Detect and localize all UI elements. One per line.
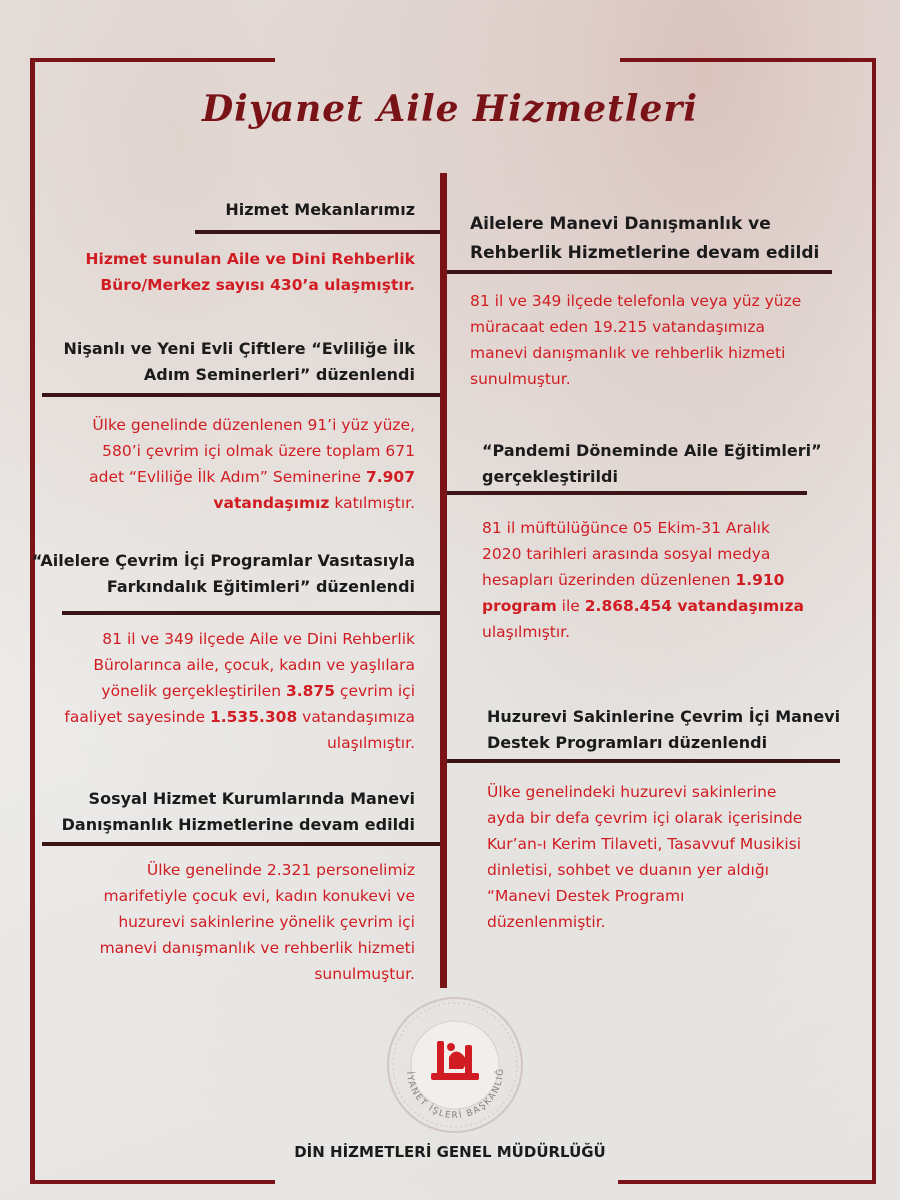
diyanet-logo (385, 995, 525, 1135)
left-section-2-heading: Nişanlı ve Yeni Evli Çiftlere “Evliliğe İlk Adım Seminerleri” düzenlendi (63, 339, 415, 384)
left-divider-4 (42, 842, 440, 846)
frame-right (872, 58, 876, 1183)
right-section-1-body: 81 il ve 349 ilçede telefonla veya yüz yüze müracaat eden 19.215 vatandaşımıza manevi danışmanlık ve rehberlik hizmeti sunulmuştur. (470, 292, 802, 388)
timeline-spine (440, 173, 447, 988)
left-section-4-body: Ülke genelinde 2.321 personelimiz marifetiyle çocuk evi, kadın konukevi ve huzurevi sakinlerine yönelik çevrim içi manevi danışmanlık ve rehberlik hizmeti sunulmuştur. (99, 861, 415, 983)
frame-left (30, 58, 35, 1183)
page-title: Diyanet Aile Hizmetleri (201, 88, 699, 130)
right-divider-1 (447, 270, 832, 274)
right-section-3-body: Ülke genelindeki huzurevi sakinlerine ayda bir defa çevrim içi olarak içerisinde Kur’an-ı Kerim Tilaveti, Tasavvuf Musikisi dinletisi, sohbet ve duanın yer aldığı “Manevi Destek Programı düzenlenmiştir. (487, 783, 803, 931)
right-divider-3 (447, 759, 840, 763)
frame-top (30, 58, 275, 62)
right-section-3-heading: Huzurevi Sakinlerine Çevrim İçi Manevi Destek Programları düzenlendi (487, 707, 841, 752)
frame-bottom-right (618, 1180, 876, 1184)
right-section-2-body: 81 il müftülüğünce 05 Ekim-31 Aralık 2020 tarihleri arasında sosyal medya hesapları üzerinden düzenlenen 1.910 program ile 2.868.454 vatandaşımıza ulaşılmıştır. (482, 519, 804, 641)
left-section-4-heading: Sosyal Hizmet Kurumlarında Manevi Danışmanlık Hizmetlerine devam edildi (61, 789, 415, 834)
right-section-2-heading: “Pandemi Döneminde Aile Eğitimleri” gerçekleştirildi (482, 441, 822, 486)
left-section-2-body: Ülke genelinde düzenlenen 91’i yüz yüze, 580’i çevrim içi olmak üzere toplam 671 adet “Evliliğe İlk Adım” Seminerine 7.907 vatandaşımız katılmıştır. (89, 416, 415, 512)
left-section-3-body: 81 il ve 349 ilçede Aile ve Dini Rehberlik Bürolarınca aile, çocuk, kadın ve yaşlılara yönelik gerçekleştirilen 3.875 çevrim içi faaliyet sayesinde 1.535.308 vatandaşımıza ulaşılmıştır. (64, 630, 415, 752)
left-divider-2 (42, 393, 440, 397)
left-section-1-body: Hizmet sunulan Aile ve Dini Rehberlik Büro/Merkez sayısı 430’a ulaşmıştır. (85, 250, 415, 294)
frame-bottom-left (30, 1180, 275, 1184)
left-divider-3 (62, 611, 440, 615)
footer-text: DİN HİZMETLERİ GENEL MÜDÜRLÜĞÜ (294, 1143, 606, 1161)
diyanet-seal-icon (385, 995, 525, 1135)
right-section-1-heading: Ailelere Manevi Danışmanlık ve Rehberlik Hizmetlerine devam edildi (470, 214, 820, 263)
frame-top-right (620, 58, 875, 62)
left-section-3-heading: “Ailelere Çevrim İçi Programlar Vasıtasıyla Farkındalık Eğitimleri” düzenlendi (31, 551, 415, 596)
left-divider-1 (195, 230, 440, 234)
left-section-1-heading: Hizmet Mekanlarımız (225, 200, 415, 219)
right-divider-2 (447, 491, 807, 495)
logo-text: İYANET İŞLERİ BAŞKANLIĞ (403, 1067, 507, 1122)
